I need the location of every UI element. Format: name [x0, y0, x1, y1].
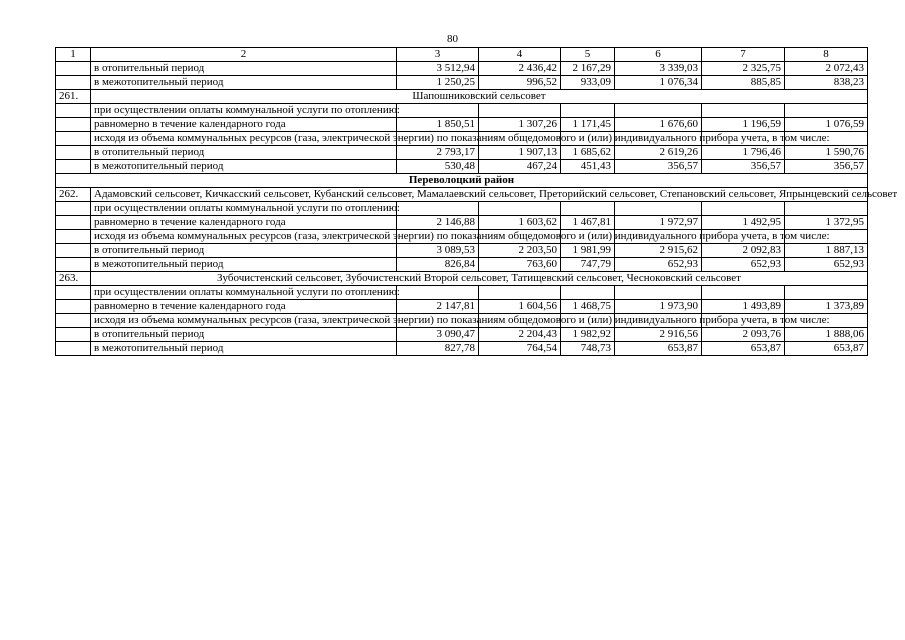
- column-number-header: 3: [397, 48, 479, 62]
- value-cell: 467,24: [479, 160, 561, 174]
- value-cell: 2 619,26: [615, 146, 702, 160]
- row-label: при осуществлении оплаты коммунальной услуги по отоплению:: [91, 286, 397, 300]
- row-label: в межотопительный период: [91, 76, 397, 90]
- row-number: 263.: [56, 272, 91, 286]
- value-cell: [479, 104, 561, 118]
- table-row: [56, 342, 868, 356]
- value-cell: 1 590,76: [785, 146, 868, 160]
- value-cell: 356,57: [702, 160, 785, 174]
- value-cell: 1 973,90: [615, 300, 702, 314]
- row-label: равномерно в течение календарного года: [91, 216, 397, 230]
- value-cell: [397, 104, 479, 118]
- row-number: [56, 76, 91, 90]
- value-cell: 1 076,59: [785, 118, 868, 132]
- value-cell: [615, 286, 702, 300]
- value-cell: 1 676,60: [615, 118, 702, 132]
- row-number: [56, 342, 91, 356]
- value-cell: [397, 202, 479, 216]
- row-label: в отопительный период: [91, 244, 397, 258]
- row-number: [56, 300, 91, 314]
- value-cell: 451,43: [561, 160, 615, 174]
- value-cell: [561, 286, 615, 300]
- value-cell: 1 888,06: [785, 328, 868, 342]
- value-cell: 827,78: [397, 342, 479, 356]
- value-cell: [785, 202, 868, 216]
- value-cell: 2 072,43: [785, 62, 868, 76]
- value-cell: 652,93: [702, 258, 785, 272]
- column-number-header: 7: [702, 48, 785, 62]
- table-row: [56, 62, 868, 76]
- table-row: [56, 258, 868, 272]
- value-cell: [785, 104, 868, 118]
- text-row: [56, 286, 868, 300]
- row-label: при осуществлении оплаты коммунальной услуги по отоплению:: [91, 202, 397, 216]
- value-cell: 356,57: [615, 160, 702, 174]
- value-cell: 1 373,89: [785, 300, 868, 314]
- value-cell: 3 339,03: [615, 62, 702, 76]
- value-cell: 2 167,29: [561, 62, 615, 76]
- value-cell: 1 492,95: [702, 216, 785, 230]
- row-number: [56, 244, 91, 258]
- value-cell: 748,73: [561, 342, 615, 356]
- row-number: [56, 160, 91, 174]
- row-label: в межотопительный период: [91, 342, 397, 356]
- row-label: исходя из объема коммунальных ресурсов (газа, электрической энергии) по показаниям общедомового и (или) индивидуального прибора учета, в том числе:: [91, 314, 397, 328]
- value-cell: [702, 104, 785, 118]
- value-cell: 653,87: [785, 342, 868, 356]
- value-cell: 1 982,92: [561, 328, 615, 342]
- row-label: равномерно в течение календарного года: [91, 118, 397, 132]
- section-row: [56, 90, 868, 104]
- table-row: [56, 300, 868, 314]
- row-number: [56, 286, 91, 300]
- column-number-header: 2: [91, 48, 397, 62]
- value-cell: 1 796,46: [702, 146, 785, 160]
- value-cell: [479, 202, 561, 216]
- row-number: [56, 202, 91, 216]
- value-cell: 1 468,75: [561, 300, 615, 314]
- row-label: в межотопительный период: [91, 258, 397, 272]
- value-cell: 3 090,47: [397, 328, 479, 342]
- text-row: [56, 230, 868, 244]
- value-cell: 885,85: [702, 76, 785, 90]
- row-number: [56, 258, 91, 272]
- value-cell: [785, 286, 868, 300]
- value-cell: 1 493,89: [702, 300, 785, 314]
- value-cell: 1 171,45: [561, 118, 615, 132]
- value-cell: [615, 104, 702, 118]
- row-number: [56, 62, 91, 76]
- value-cell: [561, 104, 615, 118]
- row-number: [56, 230, 91, 244]
- value-cell: 1 603,62: [479, 216, 561, 230]
- value-cell: 3 512,94: [397, 62, 479, 76]
- value-cell: [702, 286, 785, 300]
- value-cell: 1 981,99: [561, 244, 615, 258]
- row-label: исходя из объема коммунальных ресурсов (газа, электрической энергии) по показаниям общедомового и (или) индивидуального прибора учета, в том числе:: [91, 230, 397, 244]
- row-label: исходя из объема коммунальных ресурсов (газа, электрической энергии) по показаниям общедомового и (или) индивидуального прибора учета, в том числе:: [91, 132, 397, 146]
- value-cell: 1 250,25: [397, 76, 479, 90]
- value-cell: 838,23: [785, 76, 868, 90]
- value-cell: 1 307,26: [479, 118, 561, 132]
- value-cell: 356,57: [785, 160, 868, 174]
- section-title: Адамовский сельсовет, Кичкасский сельсовет, Кубанский сельсовет, Мамалаевский сельсовет, Преторийский сельсовет, Степановский сельсовет, Япрынцевский сельсовет: [91, 188, 868, 202]
- column-number-header: 5: [561, 48, 615, 62]
- column-number-header-row: [56, 48, 868, 62]
- column-number-header: 1: [56, 48, 91, 62]
- value-cell: 652,93: [785, 258, 868, 272]
- table-row: [56, 76, 868, 90]
- row-label: при осуществлении оплаты коммунальной услуги по отоплению:: [91, 104, 397, 118]
- value-cell: 2 093,76: [702, 328, 785, 342]
- value-cell: 2 793,17: [397, 146, 479, 160]
- row-number: [56, 216, 91, 230]
- value-cell: 530,48: [397, 160, 479, 174]
- column-number-header: 8: [785, 48, 868, 62]
- value-cell: 1 076,34: [615, 76, 702, 90]
- value-cell: [561, 202, 615, 216]
- text-row: [56, 202, 868, 216]
- table-row: [56, 118, 868, 132]
- district-title: Переволоцкий район: [56, 174, 868, 188]
- table-row: [56, 216, 868, 230]
- value-cell: 2 204,43: [479, 328, 561, 342]
- value-cell: 2 146,88: [397, 216, 479, 230]
- value-cell: 933,09: [561, 76, 615, 90]
- value-cell: 763,60: [479, 258, 561, 272]
- district-row: [56, 174, 868, 188]
- value-cell: 996,52: [479, 76, 561, 90]
- table-row: [56, 244, 868, 258]
- row-number: [56, 104, 91, 118]
- value-cell: 1 887,13: [785, 244, 868, 258]
- row-number: [56, 328, 91, 342]
- value-cell: 764,54: [479, 342, 561, 356]
- section-row: [56, 272, 868, 286]
- section-title: Шапошниковский сельсовет: [91, 90, 868, 104]
- value-cell: 1 467,81: [561, 216, 615, 230]
- value-cell: 1 604,56: [479, 300, 561, 314]
- value-cell: 2 915,62: [615, 244, 702, 258]
- column-number-header: 6: [615, 48, 702, 62]
- value-cell: [702, 202, 785, 216]
- row-number: 261.: [56, 90, 91, 104]
- row-number: [56, 146, 91, 160]
- table-row: [56, 160, 868, 174]
- table-row: [56, 328, 868, 342]
- row-label: в отопительный период: [91, 62, 397, 76]
- value-cell: 3 089,53: [397, 244, 479, 258]
- value-cell: 2 092,83: [702, 244, 785, 258]
- row-label: в межотопительный период: [91, 160, 397, 174]
- section-title: Зубочистенский сельсовет, Зубочистенский Второй сельсовет, Татищевский сельсовет, Чесноковский сельсовет: [91, 272, 868, 286]
- text-row: [56, 314, 868, 328]
- value-cell: 653,87: [702, 342, 785, 356]
- column-number-header: 4: [479, 48, 561, 62]
- value-cell: [615, 202, 702, 216]
- value-cell: 1 372,95: [785, 216, 868, 230]
- table-row: [56, 146, 868, 160]
- text-row: [56, 132, 868, 146]
- value-cell: 1 907,13: [479, 146, 561, 160]
- row-label: в отопительный период: [91, 146, 397, 160]
- row-number: [56, 132, 91, 146]
- value-cell: 1 685,62: [561, 146, 615, 160]
- table-body: [56, 62, 898, 356]
- value-cell: 652,93: [615, 258, 702, 272]
- row-number: [56, 314, 91, 328]
- value-cell: [397, 286, 479, 300]
- row-number: [56, 118, 91, 132]
- row-number: 262.: [56, 188, 91, 202]
- row-label: равномерно в течение календарного года: [91, 300, 397, 314]
- row-label: в отопительный период: [91, 328, 397, 342]
- value-cell: 1 196,59: [702, 118, 785, 132]
- value-cell: 2 916,56: [615, 328, 702, 342]
- value-cell: 2 203,50: [479, 244, 561, 258]
- value-cell: [479, 286, 561, 300]
- section-row: [56, 188, 868, 202]
- value-cell: 747,79: [561, 258, 615, 272]
- value-cell: 653,87: [615, 342, 702, 356]
- value-cell: 2 147,81: [397, 300, 479, 314]
- page-number: 80: [447, 33, 458, 45]
- value-cell: 1 850,51: [397, 118, 479, 132]
- value-cell: 1 972,97: [615, 216, 702, 230]
- text-row: [56, 104, 868, 118]
- value-cell: 2 325,75: [702, 62, 785, 76]
- tariff-table: [55, 47, 898, 356]
- value-cell: 2 436,42: [479, 62, 561, 76]
- value-cell: 826,84: [397, 258, 479, 272]
